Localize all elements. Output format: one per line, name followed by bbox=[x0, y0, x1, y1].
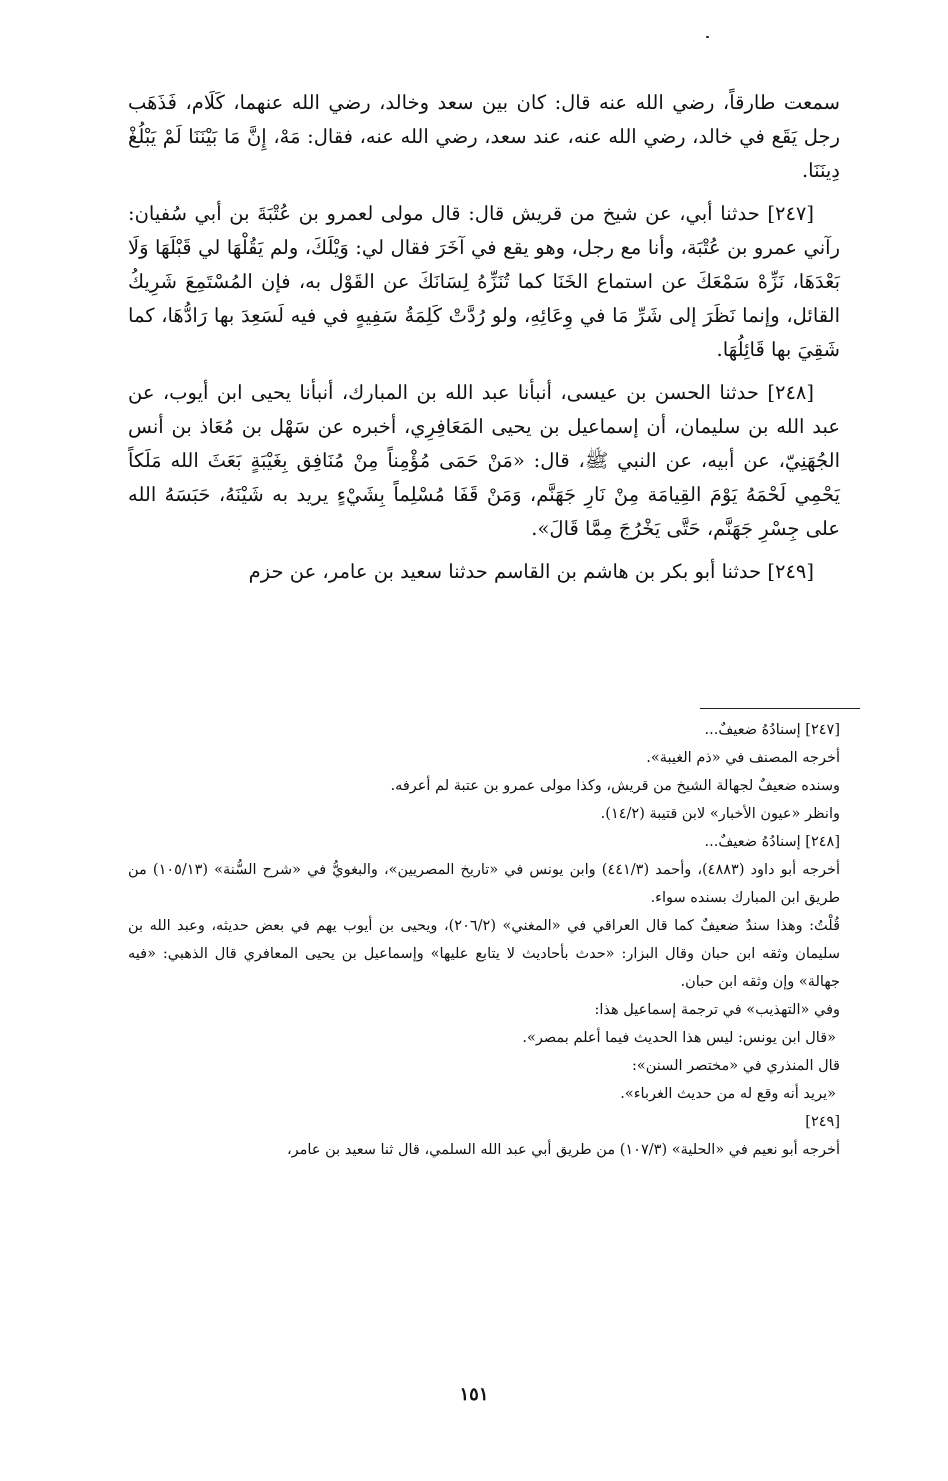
paragraph-continuation: سمعت طارقاً، رضي الله عنه قال: كان بين سعد وخالد، رضي الله عنهما، كَلَام، فَذَهَب رجل يَقَع في خالد، رضي الله عنه، عند سعد، رضي الله عنه، فقال: مَهْ، إِنَّ مَا بَيْنَنَا لَمْ يَبْلُغْ دِينَنَا. bbox=[128, 91, 840, 182]
paragraph-hadith-247: [٢٤٧] حدثنا أبي، عن شيخ من قريش قال: قال مولى لعمرو بن عُتْبَةَ بن أبي سُفيان: رآني عمرو بن عُتْبَة، وأنا مع رجل، وهو يقع في آخَرَ فقال لي: وَيْلَكَ، ولم يَقُلْهَا لي قَبْلَهَا وَلَا بَعْدَهَا، نَزِّهْ سَمْعَكَ عن استماع الخَنَا كما تُنَزِّهُ لِسَانَكَ عن القَوْل به، فإن المُسْتَمِعَ شَرِيكُ القائل، وإنما نَظَرَ إلى شَرِّ مَا في وِعَائِهِ، ولو رُدَّتْ كَلِمَةُ سَفِيهٍ في فيه لَسَعِدَ بها رَادُّهَا، كما شَقِيَ بها قَائِلُهَا. bbox=[128, 202, 840, 361]
footnote-divider bbox=[700, 708, 860, 709]
footnote-line: [٢٤٨] إسنادُهُ ضعيفٌ... bbox=[704, 834, 840, 850]
footnotes bbox=[128, 716, 840, 1164]
footnote-line: أخرجه المصنف في «ذم الغيبة». bbox=[646, 750, 840, 766]
footnote-line: أخرجه أبو نعيم في «الحلية» (١٠٧/٣) من طريق أبي عبد الله السلمي، قال ثنا سعيد بن عامر، bbox=[286, 1142, 840, 1158]
main-text bbox=[128, 86, 840, 598]
paragraph-hadith-249: [٢٤٩] حدثنا أبو بكر بن هاشم بن القاسم حدثنا سعيد بن عامر، عن حزم bbox=[248, 560, 814, 583]
footnote-line: قُلْتُ: وهذا سندٌ ضعيفٌ كما قال العراقي في «المغني» (٢٠٦/٢)، ويحيى بن أيوب يهم في بعض حديثه، وعبد الله بن سليمان وثقه ابن حبان وقال البزار: «حدث بأحاديث لا يتابع عليها» وإسماعيل بن يحيى المعافري قال الذهبي: «فيه جهالة» وإن وثقه ابن حبان. bbox=[128, 918, 841, 990]
footnote-line: «قال ابن يونس: ليس هذا الحديث فيما أعلم بمصر». bbox=[522, 1030, 836, 1046]
footnote-line: «يريد أنه وقع له من حديث الغرباء». bbox=[620, 1086, 836, 1102]
scan-speck bbox=[706, 36, 709, 38]
footnote-line: أخرجه أبو داود (٤٨٨٣)، وأحمد (٤٤١/٣) وابن يونس في «تاريخ المصريين»، والبغويُّ في «شرح السُّنة» (١٠٥/١٣) من طريق ابن المبارك بسنده سواء. bbox=[128, 862, 841, 906]
paragraph-hadith-248: [٢٤٨] حدثنا الحسن بن عيسى، أنبأنا عبد الله بن المبارك، أنبأنا يحيى ابن أيوب، عن عبد الله بن سليمان، أن إسماعيل بن يحيى المَعَافِرِي، أخبره عن سَهْل بن مُعَاذ بن أنس الجُهَنِيّ، عن أبيه، عن النبي ﷺ، قال: «مَنْ حَمَى مُؤْمِناً مِنْ مُنَافِق بِغَيْبَةٍ بَعَثَ الله مَلَكاً يَحْمِي لَحْمَهُ يَوْمَ القِيامَة مِنْ نَارِ جَهَنَّم، وَمَنْ قَفَا مُسْلِماً بِشَيْءٍ يريد به شَيْنَهُ، حَبَسَهُ الله على جِسْرِ جَهَنَّم، حَتَّى يَخْرُجَ مِمَّا قَالَ». bbox=[128, 381, 840, 540]
footnote-line: وانظر «عيون الأخبار» لابن قتيبة (١٤/٢). bbox=[600, 806, 840, 822]
footnote-line: وفي «التهذيب» في ترجمة إسماعيل هذا: bbox=[594, 1002, 840, 1018]
footnote-line: قال المنذري في «مختصر السنن»: bbox=[631, 1058, 840, 1074]
footnote-line: [٢٤٩] bbox=[805, 1114, 840, 1130]
footnote-line: [٢٤٧] إسنادُهُ ضعيفٌ... bbox=[704, 722, 840, 738]
footnote-line: وسنده ضعيفٌ لجهالة الشيخ من قريش، وكذا مولى عمرو بن عتبة لم أعرفه. bbox=[390, 778, 840, 794]
page-number: ١٥١ bbox=[459, 1384, 489, 1405]
